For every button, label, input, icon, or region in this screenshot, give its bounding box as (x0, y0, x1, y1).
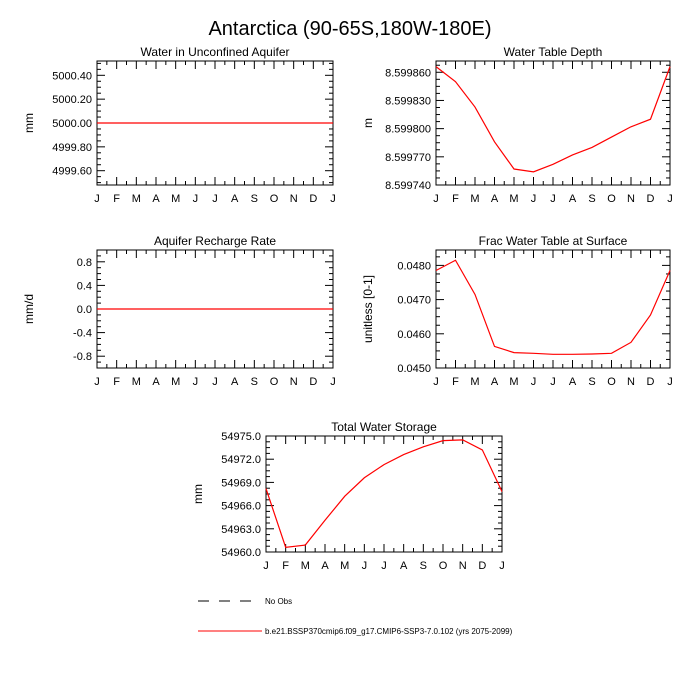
x-tick-label: N (627, 376, 635, 388)
y-tick-label: 4999.80 (52, 141, 92, 154)
panel-recharge-rate (22, 234, 336, 388)
x-tick-label: O (607, 193, 616, 205)
x-tick-label: J (94, 193, 100, 205)
x-tick-label: J (381, 560, 387, 572)
legend-item-model (198, 627, 513, 636)
x-tick-label: D (478, 560, 487, 572)
x-tick-label: A (490, 376, 499, 388)
x-tick-label: J (330, 193, 336, 205)
x-tick-label: M (470, 193, 480, 205)
x-tick-label: J (192, 193, 199, 205)
panel-total-water-storage (191, 420, 505, 572)
y-axis-label: m (361, 118, 375, 128)
x-tick-label: J (330, 376, 336, 388)
panel-title: Frac Water Table at Surface (478, 234, 628, 248)
x-tick-label: N (289, 193, 298, 205)
x-tick-label: D (309, 193, 318, 205)
y-axis-label: mm (191, 484, 205, 504)
panel-unconfined-aquifer (22, 45, 336, 205)
panel-title: Water in Unconfined Aquifer (140, 45, 290, 59)
x-tick-label: J (667, 376, 673, 388)
x-tick-label: J (361, 560, 368, 572)
x-tick-label: A (321, 560, 329, 572)
x-tick-label: N (458, 560, 467, 572)
x-tick-label: J (550, 376, 556, 388)
y-tick-label: 54966.0 (221, 500, 261, 513)
x-tick-label: M (340, 560, 350, 572)
x-tick-label: A (568, 376, 577, 388)
x-tick-label: S (588, 193, 596, 205)
y-tick-label: 5000.00 (52, 118, 92, 130)
panel-title: Aquifer Recharge Rate (153, 234, 277, 248)
x-tick-label: F (113, 193, 121, 205)
x-tick-label: F (452, 193, 459, 205)
y-tick-label: 54960.0 (221, 547, 261, 559)
x-tick-label: A (230, 376, 239, 388)
x-tick-label: M (131, 376, 141, 388)
x-tick-label: S (250, 193, 259, 205)
x-tick-label: O (438, 560, 448, 572)
legend-item-no-obs (198, 597, 292, 606)
x-tick-label: N (289, 376, 298, 388)
figure-title: Antarctica (90-65S,180W-180E) (208, 18, 492, 40)
panel-title: Total Water Storage (331, 420, 437, 434)
x-tick-label: A (230, 193, 239, 205)
panels (22, 45, 673, 572)
y-axis-label: mm (22, 113, 36, 133)
y-tick-label: 0.0470 (397, 294, 431, 307)
x-tick-label: M (509, 376, 519, 388)
x-tick-label: M (470, 376, 480, 388)
plot-frame (436, 250, 670, 368)
x-tick-label: A (399, 560, 408, 572)
legend-label-no-obs: No Obs (265, 597, 293, 606)
y-tick-label: 54969.0 (221, 477, 261, 490)
y-tick-label: 54975.0 (221, 431, 261, 443)
plot-frame (436, 61, 670, 185)
x-tick-label: J (667, 193, 673, 205)
series-line (436, 67, 670, 172)
x-tick-label: J (212, 193, 218, 205)
y-tick-label: -0.4 (73, 327, 92, 340)
series-line (436, 260, 670, 354)
y-axis-label: unitless [0-1] (361, 274, 375, 344)
y-tick-label: 0.0 (76, 304, 92, 316)
y-tick-label: 8.599800 (385, 123, 431, 136)
plot-frame (266, 436, 502, 552)
x-tick-label: S (250, 376, 259, 388)
y-tick-label: 54963.0 (221, 523, 261, 536)
x-tick-label: O (269, 193, 279, 205)
x-tick-label: F (113, 376, 121, 388)
x-tick-label: A (152, 376, 160, 388)
x-tick-label: F (452, 376, 459, 388)
panel-frac-water-table (361, 234, 673, 388)
x-tick-label: J (550, 193, 556, 205)
x-tick-label: J (192, 376, 199, 388)
x-tick-label: D (309, 376, 318, 388)
x-tick-label: F (282, 560, 290, 572)
x-tick-label: N (627, 193, 635, 205)
x-tick-label: M (509, 193, 519, 205)
y-tick-label: 8.599860 (385, 67, 431, 80)
x-tick-label: J (433, 193, 439, 205)
y-tick-label: 0.8 (76, 256, 92, 269)
y-tick-label: 0.4 (76, 280, 92, 293)
y-tick-label: 0.0480 (397, 260, 431, 273)
x-tick-label: D (646, 376, 655, 388)
y-tick-label: 4999.60 (52, 165, 92, 178)
y-tick-label: 0.0450 (397, 363, 431, 375)
legend-label-model: b.e21.BSSP370cmip6.f09_g17.CMIP6-SSP3-7.0.102 (yrs 2075-2099) (265, 627, 513, 636)
x-tick-label: A (490, 193, 499, 205)
x-tick-label: A (152, 193, 160, 205)
x-tick-label: M (171, 193, 181, 205)
panel-title: Water Table Depth (503, 45, 603, 59)
y-tick-label: 8.599740 (385, 180, 431, 192)
x-tick-label: J (530, 376, 537, 388)
y-axis-label: mm/d (22, 294, 36, 324)
x-tick-label: J (433, 376, 439, 388)
x-tick-label: J (499, 560, 505, 572)
legend (198, 597, 513, 636)
x-tick-label: S (419, 560, 428, 572)
x-tick-label: M (131, 193, 141, 205)
x-tick-label: A (568, 193, 577, 205)
y-tick-label: 54972.0 (221, 454, 261, 467)
y-tick-label: -0.8 (73, 351, 92, 364)
y-tick-label: 8.599770 (385, 151, 431, 164)
x-tick-label: M (300, 560, 310, 572)
panel-water-table-depth (361, 45, 673, 205)
x-tick-label: J (94, 376, 100, 388)
x-tick-label: M (171, 376, 181, 388)
x-tick-label: O (269, 376, 279, 388)
x-tick-label: O (607, 376, 616, 388)
x-tick-label: D (646, 193, 655, 205)
series-line (266, 440, 502, 547)
x-tick-label: J (530, 193, 537, 205)
x-tick-label: J (263, 560, 269, 572)
x-tick-label: S (588, 376, 596, 388)
y-tick-label: 5000.40 (52, 70, 92, 83)
x-tick-label: J (212, 376, 218, 388)
y-tick-label: 8.599830 (385, 95, 431, 108)
y-tick-label: 0.0460 (397, 328, 431, 341)
y-tick-label: 5000.20 (52, 94, 92, 107)
